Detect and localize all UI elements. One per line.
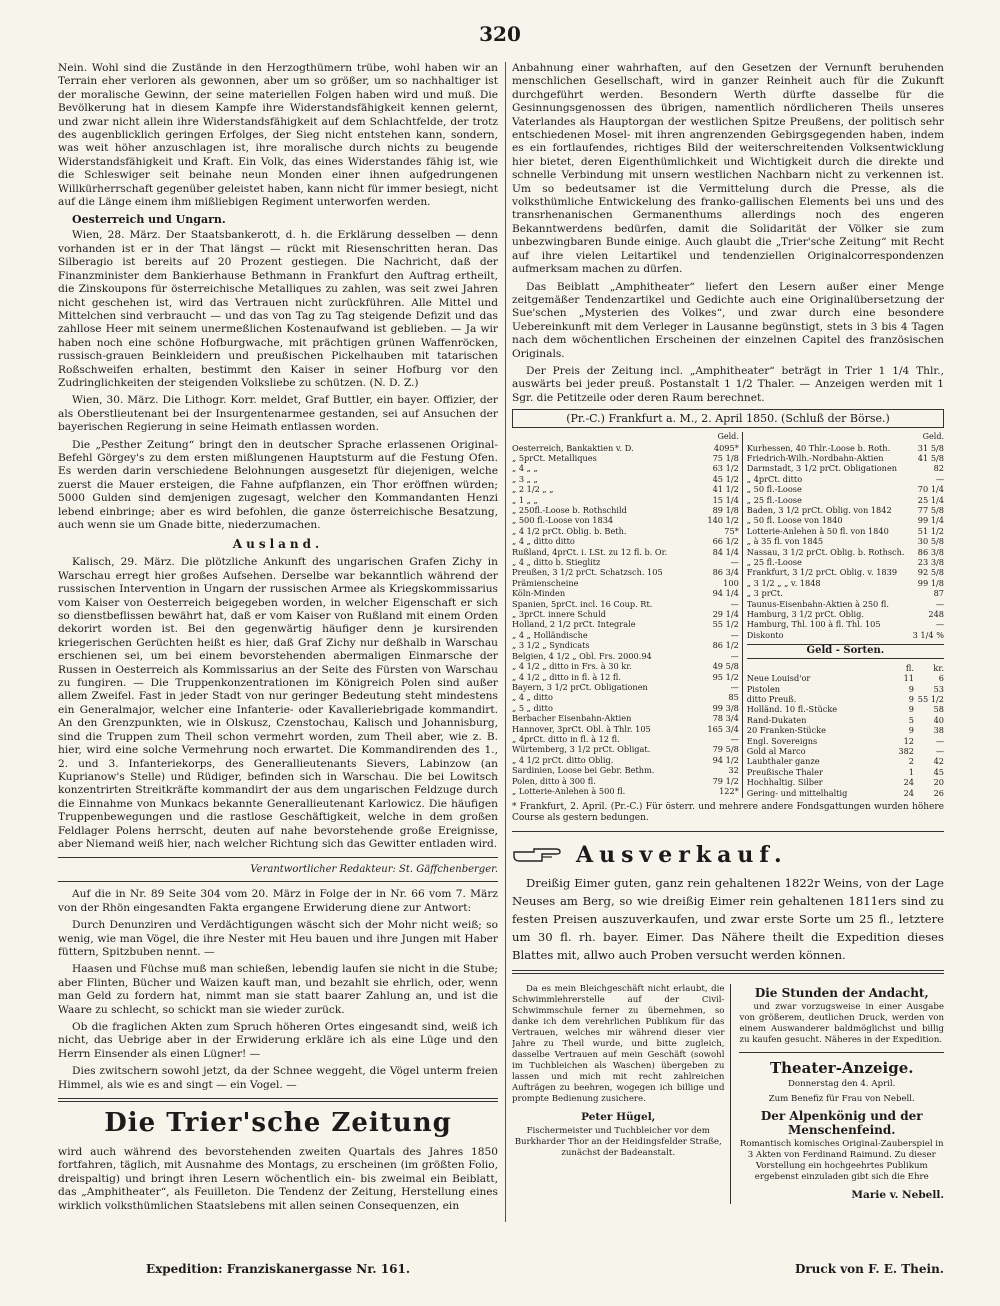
geld-sorten-row <box>747 715 944 725</box>
stock-name: Hannover, 3prCt. Obl. à Thlr. 105 <box>512 723 651 734</box>
stock-exchange-table <box>512 432 944 798</box>
stock-name: „ 2 1/2 „ „ <box>512 484 554 495</box>
stock-value: 75 1/8 <box>712 452 739 463</box>
stock-row <box>512 619 739 629</box>
stock-value: 25 1/4 <box>917 494 944 505</box>
notice-text: Auf die in Nr. 89 Seite 304 vom 20. März in Folge der in Nr. 66 vom 7. März von der Rhön eingesandten Fakta ergangene Erwiderung diene zur Antwort: <box>58 888 498 914</box>
stock-value: 99 3/8 <box>712 702 739 713</box>
stock-row <box>747 463 944 473</box>
stock-row <box>512 453 739 463</box>
stock-name: Bayern, 3 1/2 prCt. Obligationen <box>512 681 648 692</box>
stock-value: 49 5/8 <box>712 661 739 672</box>
stock-name: „ 4 1/2 „ ditto in Frs. à 30 kr. <box>512 661 632 672</box>
stock-row <box>747 526 944 536</box>
theater-heading: Theater-Anzeige. <box>769 1058 914 1077</box>
stock-row <box>512 682 739 692</box>
stock-value: 92 5/8 <box>917 567 944 578</box>
section-heading-ausland: Ausland. <box>232 537 324 552</box>
geld-sorten-row <box>747 736 944 746</box>
stock-row <box>512 567 739 577</box>
stock-row <box>747 578 944 588</box>
stock-name: „ 1 „ „ <box>512 494 538 505</box>
bleich-advert <box>512 984 731 1204</box>
stock-name: Sardinien, Loose bei Gebr. Bethm. <box>512 765 655 776</box>
coin-kreuzer: 58 <box>933 704 944 715</box>
stock-value: 41 1/2 <box>712 484 739 495</box>
stock-name: Oesterreich, Bankaktien v. D. <box>512 442 634 453</box>
article-text: Nein. Wohl sind die Zustände in den Herzogthümern trübe, wohl haben wir an Terrain eher verloren als gewonnen, aber um so größer, um so nachhaltiger ist der moralische Gewinn, der seine materiellen Folgen haben wird und muß. Die Bevölkerung hat in diesem Kampfe ihre Widerstandsfähigkeit kennen gelernt, und zwar nicht allein ihre Widerstandsfähigkeit auf dem Schlachtfelde, der trotz des augenblicklich geringen Erfolges, der Sieg nicht entstehen kann, sondern, was weit höher anzuschlagen ist, ihre moralische durch nichts zu beugende Widerstandsfähigkeit und Kraft. Ein Volk, das eines Widerstandes fähig ist, wie die Schleswiger seit beinahe neun Monden einer ihnen aufgedrungenen Willkürherrschaft gegenüber geleistet haben, kann nicht für immer besiegt, nicht auf die Länge einem ihm mißliebigen Regiment unterworfen werden. <box>58 62 498 209</box>
divider <box>512 831 944 832</box>
stock-name: „ 3 „ „ <box>512 473 538 484</box>
coin-name: Laubthaler ganze <box>746 756 820 767</box>
stock-row <box>512 505 739 515</box>
stock-name: „ à 35 fl. von 1845 <box>746 536 824 547</box>
theater-benefit: Zum Benefiz für Frau von Nebell. <box>768 1093 915 1104</box>
stock-name: „ 3 1/2 „ Syndicats <box>512 640 590 651</box>
coin-florin: 5 <box>908 714 914 725</box>
stock-value: 31 5/8 <box>917 442 944 453</box>
divider <box>512 970 944 974</box>
coin-florin: 11 <box>903 673 914 684</box>
stock-name: Darmstadt, 3 1/2 prCt. Obligationen <box>746 463 898 474</box>
stock-value: — <box>730 598 739 609</box>
stock-name: „ 4prCt. ditto <box>746 473 803 484</box>
stock-name: „ 3 prCt. <box>746 588 783 599</box>
coin-florin: 2 <box>908 756 914 767</box>
stock-row <box>512 515 739 525</box>
article-text: Wien, 30. März. Die Lithogr. Korr. meldet, Graf Buttler, ein bayer. Offizier, der als Oberstlieutenant bei der Insurgentenarmee gestanden, sei auf Ansuchen der bayerischen Regierung in seine Heimath entlassen worden. <box>58 394 498 434</box>
advert-text: wird auch während des bevorstehenden zweiten Quartals des Jahres 1850 fortfahren, täglich, mit Ausnahme des Montags, zu erscheinen (im größten Folio, dreispaltig) und bringt ihren Lesern wöchentlich ein- bis zweimal ein Beiblatt, das „Amphitheater“, als Feuilleton. Die Tendenz der Zeitung, Herstellung eines wirklich volksthümlichen Staatslebens mit allen seinen Consequenzen, ein <box>58 1146 498 1212</box>
stock-name: Frankfurt, 3 1/2 prCt. Oblig. v. 1839 <box>746 567 898 578</box>
stock-row <box>747 609 944 619</box>
stock-name: „ 5 „ ditto <box>512 702 553 713</box>
stock-row <box>512 703 739 713</box>
stock-name: „ 4 1/2 „ ditto in fl. à 12 fl. <box>512 671 621 682</box>
stock-name: „ 4 1/2 prCt. ditto Oblig. <box>512 754 614 765</box>
coin-name: ditto Preuß. <box>746 693 797 704</box>
stock-name: Prämienscheine <box>512 577 579 588</box>
stock-value: 122* <box>719 785 739 796</box>
geld-sorten-row <box>747 684 944 694</box>
stock-name: „ 25 fl.-Loose <box>746 494 802 505</box>
stock-value: 3 1/4 % <box>912 629 944 640</box>
stock-value: 95 1/2 <box>712 671 739 682</box>
stock-name: „ 5prCt. Metalliques <box>512 452 597 463</box>
stock-row <box>512 734 739 744</box>
stock-value: 29 1/4 <box>712 609 739 620</box>
stock-row <box>512 630 739 640</box>
stock-value: 45 1/2 <box>712 473 739 484</box>
stock-value: 15 1/4 <box>712 494 739 505</box>
stock-name: „ 4 „ ditto b. Stieglitz <box>512 557 601 568</box>
advert-text: Da es mein Bleichgeschäft nicht erlaubt, die Schwimmlehrerstelle auf der Civil-Schwimmschule ferner zu übernehmen, so danke ich dem verehrlichen Publikum für das Vertrauen, welches mir während dieser vier Jahre zu Theil wurde, und bitte zugleich, dasselbe Vertrauen auf mein Geschäft (sowohl im Tuchbleichen als Waschen) übergeben zu lassen und mich mit recht zahlreichen Aufträgen zu beehren, wogegen ich billige und prompte Bedienung zusichere. <box>512 983 725 1104</box>
stock-value: 85 <box>728 692 739 703</box>
stock-value: 78 3/4 <box>712 713 739 724</box>
stock-value: 77 5/8 <box>917 505 944 515</box>
stock-value: — <box>935 598 944 609</box>
stock-name: „ 4 „ ditto <box>512 692 553 703</box>
geld-sorten-row <box>747 777 944 787</box>
stock-value: — <box>730 733 739 744</box>
stock-value: 84 1/4 <box>712 546 739 557</box>
stock-name: „ 3prCt. innere Schuld <box>512 609 606 620</box>
stock-row <box>512 713 739 723</box>
stock-row <box>512 547 739 557</box>
stock-value: 70 1/4 <box>917 484 944 495</box>
coin-kreuzer: 26 <box>933 787 944 798</box>
coin-kreuzer: — <box>935 735 944 746</box>
stock-row <box>512 672 739 682</box>
stock-name: „ Lotterie-Anlehen à 500 fl. <box>512 785 626 796</box>
geld-sorten-row <box>747 767 944 777</box>
coin-kreuzer: 40 <box>933 714 944 725</box>
stock-value: — <box>730 557 739 568</box>
stock-row <box>747 567 944 577</box>
coin-kreuzer: 20 <box>933 777 944 788</box>
coin-name: Engl. Sovereigns <box>746 735 818 746</box>
stock-row <box>512 463 739 473</box>
theater-description: Romantisch komisches Original-Zauberspiel in 3 Akten von Ferdinand Raimund. Zu dieser Vorstellung ein hochgeehrtes Publikum ergebenst einzuladen gibt sich die Ehre <box>739 1138 944 1182</box>
advert-text: Das Beiblatt „Amphitheater“ liefert den Lesern außer einer Menge zeitgemäßer Tendenzartikel und Gedichte auch eine Originalübersetzung der Sue'schen „Mysterien des Volkes“, und zwar durch eine besondere Uebereinkunft mit dem Verleger in Lausanne begünstigt, stets in 3 bis 4 Tagen nach dem wöchentlichen Erscheinen der einzelnen Capitel des französischen Originals. <box>512 280 944 360</box>
article-text: Wien, 28. März. Der Staatsbankerott, d. h. die Erklärung desselben — denn vorhanden ist er in der That längst — rückt mit Riesenschritten heran. Das Silberagio ist bereits auf 20 Prozent gestiegen. Die Nachricht, daß der Finanzminister dem Bankierhause Bethmann in Frankfurt den Auftrag ertheilt, die Zinskoupons für österreichische Metalliques zu zahlen, was seit zwei Jahren nicht geschehen ist, wird das Vertrauen nicht zurückführen. Alle Mittel und Mittelchen sind verbraucht — und das von Tag zu Tag steigende Defizit und das zahllose Heer mit seinem unermeßlichen Kostenaufwand ist geblieben. — Ja wir haben noch eine schöne Hofburgwache, mit prächtigen grünen Waffenröcken, russisch-grauen Beinkleidern und preußischen Pickelhauben mit tatarischen Roßschweifen erhalten, bestimmt den Kaiser in seiner Hofburg vor den Zudringlichkeiten der steigenden Volksliebe zu schützen. (N. D. Z.) <box>58 229 498 389</box>
stock-row <box>512 588 739 598</box>
stock-row <box>512 557 739 567</box>
ausverkauf-heading <box>512 842 944 868</box>
stock-name: Holland, 2 1/2 prCt. Integrale <box>512 619 636 630</box>
stock-list-left <box>512 432 743 798</box>
geld-sorten-heading: Geld - Sorten. <box>747 644 944 658</box>
stock-name: „ 500 fl.-Loose von 1834 <box>512 515 614 526</box>
stock-row <box>747 484 944 494</box>
stock-row <box>747 495 944 505</box>
stock-value: 75* <box>724 525 739 536</box>
stock-row <box>512 599 739 609</box>
coin-name: Preußische Thaler <box>746 766 823 777</box>
stock-name: „ 250fl.-Loose b. Rothschild <box>512 505 627 515</box>
stock-name: Kurhessen, 40 Thlr.-Loose b. Roth. <box>746 442 891 453</box>
stock-name: „ 4prCt. ditto in fl. à 12 fl. <box>512 733 620 744</box>
coin-florin: 1 <box>908 766 914 777</box>
column-header: fl. <box>905 662 914 673</box>
notice-text: Dies zwitschern sowohl jetzt, da der Schnee weggeht, die Vögel unterm freien Himmel, als wie es and singt — ein Vogel. — <box>58 1065 498 1091</box>
andacht-theater-adverts <box>739 984 944 1204</box>
stock-row <box>747 630 944 640</box>
stock-name: „ 50 fl.-Loose <box>746 484 802 495</box>
article-text: Die „Pesther Zeitung“ bringt den in deutscher Sprache erlassenen Original-Befehl Görgey's zu dem ersten mißlungenen Hauptsturm auf die Festung Ofen. Es werden darin verschiedene Belohnungen ausgesetzt für diejenigen, welche zuerst die Mauer ersteigen, die Fahne aufpflanzen, ein Thor eröffnen würden; 5000 Gulden sind demjenigen zugesagt, welcher den Kommandanten Henzi lebend einbringe; aber es wird befohlen, die ganze österreichische Besatzung, auch wenn sie um Gnade bitte, niederzumachen. <box>58 438 498 531</box>
geld-sorten-row <box>747 704 944 714</box>
stock-name: „ 25 fl.-Loose <box>746 557 802 568</box>
stock-value: 4095* <box>713 442 739 453</box>
ausverkauf-text: Dreißig Eimer guten, ganz rein gehaltenen 1822r Weins, von der Lage Neuses am Berg, so wie dreißig Eimer rein gehaltenen 1811ers sind zu festen Preisen auszuverkaufen, und zwar erste Sorte um 25 fl., letztere um 30 fl. rh. bayer. Eimer. Das Nähere theilt die Expedition dieses Blattes mit, allwo auch Proben versucht werden können. <box>512 875 944 962</box>
stock-name: Berbacher Eisenbahn-Aktien <box>512 713 632 724</box>
stock-name: Hamburg, Thl. 100 à fl. Thl. 105 <box>746 619 881 630</box>
stock-name: Diskonto <box>746 629 784 640</box>
column-header: Geld. <box>922 432 944 442</box>
stock-value: — <box>935 473 944 484</box>
stock-row <box>747 453 944 463</box>
stock-name: Hamburg, 3 1/2 prCt. Oblig. <box>746 609 864 620</box>
stock-value: 79 1/2 <box>712 775 739 786</box>
stock-name: Spanien, 5prCt. incl. 16 Coup. Rt. <box>512 598 653 609</box>
stock-name: Rußland, 4prCt. i. LSt. zu 12 fl. b. Or. <box>512 546 668 557</box>
stock-row <box>747 599 944 609</box>
geld-sorten-row <box>747 788 944 798</box>
section-heading-oesterreich: Oesterreich und Ungarn. <box>72 213 226 227</box>
stock-row <box>512 786 739 796</box>
coin-kreuzer: 55 1/2 <box>917 693 944 704</box>
stock-row <box>512 443 739 453</box>
geld-sorten-row <box>747 673 944 683</box>
stock-value: 94 1/2 <box>712 754 739 765</box>
editor-line: Verantwortlicher Redakteur: St. Gäffchenberger. <box>250 864 498 876</box>
advert-text: und zwar vorzugsweise in einer Ausgabe von größerem, deutlichen Druck, werden von einem Auswanderer baldmöglichst und billig zu kaufen gesucht. Näheres in der Expedition. <box>739 1001 944 1045</box>
coin-name: Gering- und mittelhaltig <box>746 787 848 798</box>
stock-value: 23 3/8 <box>917 557 944 568</box>
stock-value: 86 3/8 <box>917 546 944 557</box>
coin-kreuzer: 53 <box>933 683 944 694</box>
stock-value: — <box>730 629 739 640</box>
stock-row <box>512 765 739 775</box>
stock-name: Lotterie-Anlehen à 50 fl. von 1840 <box>746 525 889 536</box>
stock-value: 41 5/8 <box>917 452 944 463</box>
stock-value: 63 1/2 <box>712 463 739 474</box>
stock-value: 89 1/8 <box>712 505 739 515</box>
notice-text: Ob die fraglichen Akten zum Spruch höheren Ortes eingesandt sind, weiß ich nicht, das Uebrige aber in der Erwiderung erkläre ich als eine Lüge und den Herrn Einsender als einen Lügner! — <box>58 1021 498 1060</box>
coin-name: Holländ. 10 fl.-Stücke <box>746 704 838 715</box>
column-header: kr. <box>933 662 944 673</box>
divider <box>58 1098 498 1102</box>
coin-florin: 9 <box>908 725 914 736</box>
stock-name: „ 4 „ Holländische <box>512 629 588 640</box>
stock-row <box>512 724 739 734</box>
coin-kreuzer: 42 <box>933 756 944 767</box>
stock-name: Würtemberg, 3 1/2 prCt. Obligat. <box>512 744 651 755</box>
notice-text: Durch Denunziren und Verdächtigungen wäscht sich der Mohr nicht weiß; so wenig, wie man Vögel, die ihre Nester mit Heu bauen und ihre Jungen mit Haber füttern, Spitzbuben nennt. — <box>58 919 498 958</box>
stock-row <box>747 547 944 557</box>
stock-name: „ 50 fl. Loose von 1840 <box>746 515 843 526</box>
stock-row <box>747 515 944 525</box>
column-divider <box>505 62 506 1222</box>
geld-sorten-row <box>747 756 944 766</box>
coin-florin: 9 <box>908 683 914 694</box>
coin-florin: 24 <box>903 777 914 788</box>
stock-value: 94 1/4 <box>712 588 739 599</box>
bottom-adverts <box>512 984 944 1204</box>
stock-row <box>512 692 739 702</box>
coin-kreuzer: — <box>935 745 944 756</box>
stock-value: 248 <box>928 609 944 620</box>
stock-name: Baden, 3 1/2 prCt. Oblig. von 1842 <box>746 505 892 515</box>
stock-name: Preußen, 3 1/2 prCt. Schatzsch. 105 <box>512 567 663 578</box>
advert-text: Anbahnung einer wahrhaften, auf den Gesetzen der Vernunft beruhenden menschlichen Gesellschaft, wird in ganzer Reinheit auch für die Zukunft durchgeführt werden. Besondern Werth dürfte dasselbe für die Gesinnungsgenossen des übrigen, namentlich nördlicheren Theils unseres Vaterlandes als Hauptorgan der westlichen Spitze Preußens, der politisch sehr entschiedenen Mosel- mit ihren angrenzenden Gebirgsgegenden haben, indem es ein fortlaufendes, richtiges Bild der weiterschreitenden Volksentwicklung hier bietet, deren Eigenthümlichkeit und Wichtigkeit durch die direkte und schnelle Verbindung mit unsern westlichen Nachbarn nicht zu verkennen ist. Um so bedeutsamer ist die Vermittelung durch die Presse, als die volksthümliche Entwickelung des franko-gallischen Elements bei uns und des transrhenanischen Germanenthums allerdings noch des engeren Bekanntwerdens bedürfen, damit die Solidarität der Völker sie zum unbezwingbaren Bunde einige. Auch glaubt die „Trier'sche Zeitung“ mit Recht auf ihre vielen Leitartikel und tendenziellen Originalcorrespondenzen aufmerksam machen zu dürfen. <box>512 62 944 276</box>
stock-value: — <box>730 650 739 661</box>
geld-sorten-row <box>747 694 944 704</box>
stock-name: Polen, ditto à 300 fl. <box>512 775 596 786</box>
pointing-hand-icon <box>512 845 562 865</box>
divider <box>58 881 498 882</box>
stock-value: — <box>935 619 944 630</box>
advert-subtext: Fischermeister und Tuchbleicher vor dem Burkharder Thor an der Heidingsfelder Straße, zunächst der Badeanstalt. <box>514 1125 722 1158</box>
stock-value: 140 1/2 <box>707 515 739 526</box>
stock-name: „ 4 1/2 prCt. Oblig. b. Beth. <box>512 525 627 536</box>
andacht-heading: Die Stunden der Andacht, <box>754 985 929 1000</box>
geld-sorten-row <box>747 746 944 756</box>
stock-row <box>512 640 739 650</box>
coin-florin: 382 <box>898 745 914 756</box>
advert-signature: Peter Hügel, <box>581 1110 656 1123</box>
right-column <box>512 62 944 1252</box>
footer-expedition: Expedition: Franziskanergasse Nr. 161. <box>145 1262 410 1276</box>
stock-list-right <box>743 432 944 798</box>
stock-value: 32 <box>728 765 739 776</box>
stock-row <box>747 588 944 598</box>
coin-florin: 9 <box>908 704 914 715</box>
stock-name: Taunus-Eisenbahn-Aktien à 250 fl. <box>746 598 889 609</box>
stock-row <box>747 557 944 567</box>
stock-row <box>512 536 739 546</box>
stock-row <box>512 755 739 765</box>
stock-value: 165 3/4 <box>707 723 739 734</box>
stock-row <box>747 474 944 484</box>
stock-value: 55 1/2 <box>712 619 739 630</box>
geld-sorten-row <box>747 725 944 735</box>
coin-kreuzer: 45 <box>933 766 944 777</box>
coin-name: Gold al Marco <box>746 745 806 756</box>
coin-name: Pistolen <box>746 683 781 694</box>
stock-value: 86 3/4 <box>712 567 739 578</box>
stock-row <box>747 443 944 453</box>
divider <box>58 857 498 858</box>
stock-value: 82 <box>933 463 944 474</box>
footer-druck: Druck von F. E. Thein. <box>794 1262 944 1276</box>
advert-title: Die Trier'sche Zeitung <box>104 1108 452 1139</box>
stock-row <box>512 661 739 671</box>
theater-signature: Marie v. Nebell. <box>851 1188 944 1201</box>
stock-row <box>512 609 739 619</box>
coin-kreuzer: 38 <box>933 725 944 736</box>
ausverkauf-title: Ausverkauf. <box>576 841 788 868</box>
coin-name: Hochhaltig. Silber <box>746 777 823 788</box>
stock-value: 30 5/8 <box>917 536 944 547</box>
stock-name: Belgien, 4 1/2 „ Obl. Frs. 2000.94 <box>512 650 652 661</box>
coin-florin: 12 <box>903 735 914 746</box>
stock-value: 87 <box>933 588 944 599</box>
stock-exchange-title: (Pr.-C.) Frankfurt a. M., 2. April 1850. (Schluß der Börse.) <box>512 409 944 428</box>
stock-row <box>512 484 739 494</box>
coin-name: Neue Louisd'or <box>746 673 811 684</box>
coin-name: 20 Franken-Stücke <box>746 725 826 736</box>
stock-value: 99 1/8 <box>917 577 944 588</box>
stock-row <box>512 495 739 505</box>
coin-kreuzer: 6 <box>938 673 944 684</box>
stock-value: 100 <box>723 577 739 588</box>
stock-row <box>512 744 739 754</box>
theater-play-title: Der Alpenkönig und der Menschenfeind. <box>760 1108 923 1137</box>
theater-date: Donnerstag den 4. April. <box>788 1078 896 1089</box>
stock-row <box>747 619 944 629</box>
notice-text: Haasen und Füchse muß man schießen, lebendig laufen sie nicht in die Stube; aber Flinten, Bücher und Waizen kauft man, und bezahlt sie ehrlich, oder, wenn man Geld zu fordern hat, nimmt man sie statt baarer Zahlung an, und ist die Waare zu schlecht, so schickt man sie wieder zurück. <box>58 963 498 1016</box>
column-header: Geld. <box>717 432 739 442</box>
coin-florin: 24 <box>903 787 914 798</box>
stock-value: 79 5/8 <box>712 744 739 755</box>
stock-name: „ 3 1/2 „ „ v. 1848 <box>746 577 821 588</box>
stock-name: Köln-Minden <box>512 588 566 599</box>
page-number: 320 <box>479 22 521 46</box>
stock-value: 51 1/2 <box>917 525 944 536</box>
stock-row <box>512 526 739 536</box>
stock-name: „ 4 „ ditto ditto <box>512 536 575 547</box>
stock-row <box>747 536 944 546</box>
stock-name: Nassau, 3 1/2 prCt. Oblig. b. Rothsch. <box>746 546 905 557</box>
stock-row <box>512 651 739 661</box>
stock-row <box>512 578 739 588</box>
stock-name: „ 4 „ „ <box>512 463 538 474</box>
advert-text: Der Preis der Zeitung incl. „Amphitheater“ beträgt in Trier 1 1/4 Thlr., auswärts bei jeder preuß. Postanstalt 1 1/2 Thaler. — Anzeigen werden mit 1 Sgr. die Petitzeile oder deren Raum berechnet. <box>512 364 944 404</box>
coin-florin: 9 <box>908 693 914 704</box>
article-text: Kalisch, 29. März. Die plötzliche Ankunft des ungarischen Grafen Zichy in Warschau erregt hier großes Aufsehen. Derselbe war bekanntlich während der russischen Intervention in Ungarn der russischen Armee als Kriegskommissarius vom Kaiser von Oesterreich beigegeben worden, in welcher Eigenschaft er sich so dienstbeflissen bewährt hat, daß er vom Kaiser von Rußland mit einem Orden dekorirt worden ist. Bei den gegenwärtig häufiger denn je kursirenden kriegerischen Gerüchten heißt es hier, daß Graf Zichy nur deßhalb in Warschau erschienen sei, um bei einem bevorstehenden abermaligen Einmarsche der Russen in Oesterreich als Kommissarius an der Seite des Fürsten von Warschau zu fungiren. — Die Truppenkonzentrationen im Königreich Polen sind außer allem Zweifel. Fast in jeder Stadt von nur geringer Bedeutung steht mindestens ein Generalmajor, welcher eine Infanterie- oder Kavalleriebrigade kommandirt. An den Grenzpunkten, wie in Olskusz, Czenstochau, Kalisch und Johannisburg, sind die Truppen zum Theil schon vermehrt worden, zum Theil aber, wie z. B. hier, wird eine solche Vermehrung noch erwartet. Die Kommandirenden des 1., 2. und 3. Infanteriekorps, des Generallieutenants Sievers, Labinzow (an Kuprianow's Stelle) und Rüdiger, befinden sich in Warschau. Die bei Lowitsch konzentrirten Streitkräfte kommandirt der aus dem ungarischen Feldzuge durch die Einnahme von Munkacs bekannte Generallieutenant Karlowicz. Die häufigen Truppenbewegungen und die rastlose Geschäftigkeit, welche in dem großen Feldlager Polens herrscht, deuten auf nahe bevorstehende große Ereignisse, aber Niemand weiß hier, nach welcher Richtung sich das Gewitter entladen wird. <box>58 556 498 850</box>
stock-name: Friedrich-Wilh.-Nordbahn-Aktien <box>746 452 884 463</box>
left-column <box>58 62 498 1252</box>
stock-row <box>747 505 944 515</box>
stock-value: — <box>730 681 739 692</box>
stock-value: 86 1/2 <box>712 640 739 651</box>
stock-value: 99 1/4 <box>917 515 944 526</box>
coin-name: Rand-Dukaten <box>746 714 807 725</box>
stock-value: 66 1/2 <box>712 536 739 547</box>
stock-note: * Frankfurt, 2. April. (Pr.-C.) Für österr. und mehrere andere Fondsgattungen wurden höhere Course als gestern bedungen. <box>512 801 944 824</box>
stock-row <box>512 474 739 484</box>
stock-row <box>512 776 739 786</box>
divider <box>739 1052 944 1053</box>
geld-sorten-header <box>747 663 944 673</box>
